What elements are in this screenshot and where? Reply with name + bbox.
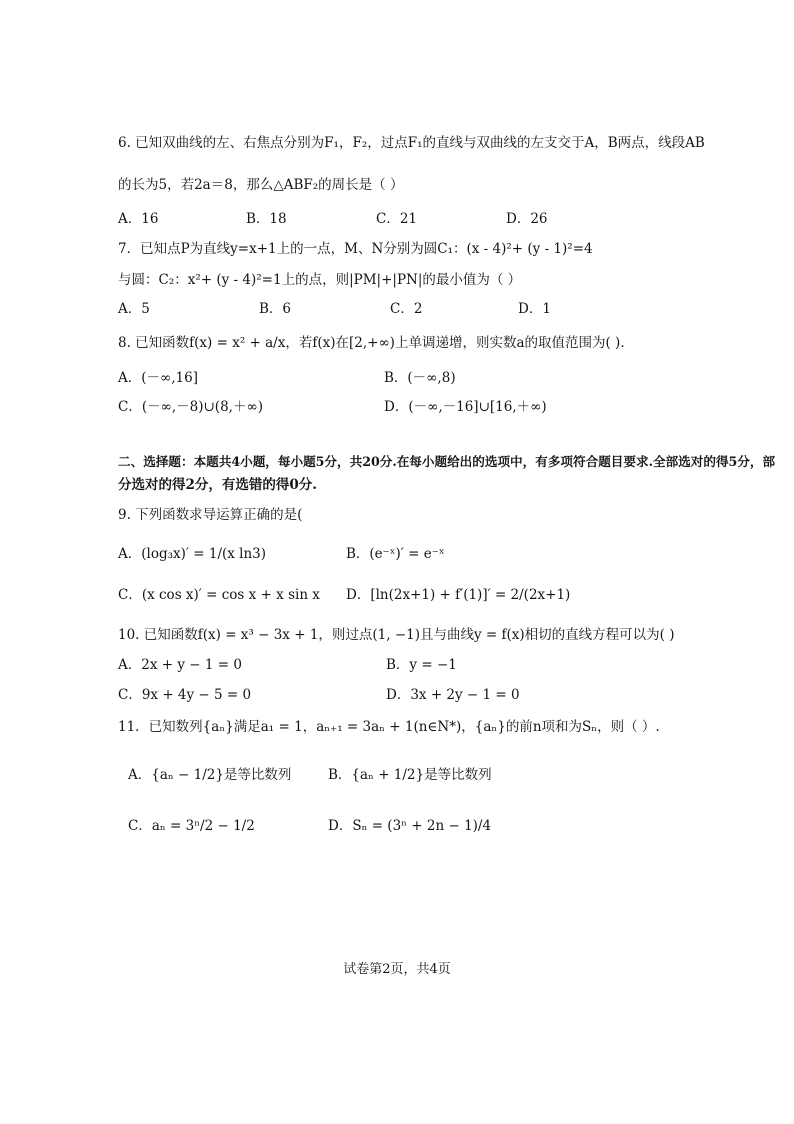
section-2-heading-line2: 分选对的得2分，有选错的得0分. (118, 477, 317, 493)
q6-option-d: D．26 (506, 211, 548, 227)
q9-option-c: C．(x cos x)′ = cos x + x sin x (118, 587, 320, 603)
q7-option-b: B．6 (259, 301, 292, 317)
q8-stem: 8. 已知函数f(x) = x² + a/x，若f(x)在[2,+∞)上单调递增，则实数a的取值范围为( ). (118, 335, 625, 351)
q10-option-c: C．9x + 4y − 5 = 0 (118, 687, 252, 703)
q10-option-b: B．y = −1 (386, 657, 457, 673)
q11-option-b: B．{aₙ + 1/2}是等比数列 (328, 767, 492, 783)
q11-stem: 11．已知数列{aₙ}满足a₁ = 1，aₙ₊₁ = 3aₙ + 1(n∈N*)，{aₙ}的前n项和为Sₙ，则（ ）. (118, 719, 660, 735)
q6-option-a: A．16 (118, 211, 159, 227)
q7-option-c: C．2 (390, 301, 423, 317)
q6-stem-line1: 6. 已知双曲线的左、右焦点分别为F₁，F₂，过点F₁的直线与双曲线的左支交于A，B两点，线段AB (118, 135, 705, 151)
q10-option-d: D．3x + 2y − 1 = 0 (386, 687, 520, 703)
q8-option-c: C．(－∞,－8)∪(8,＋∞) (118, 399, 263, 415)
section-2-heading-line1: 二、选择题：本题共4小题，每小题5分，共20分.在每小题给出的选项中，有多项符合题目要求.全部选对的得5分，部 (118, 454, 776, 469)
q10-option-a: A．2x + y − 1 = 0 (118, 657, 242, 673)
q8-option-b: B．(－∞,8) (384, 370, 456, 386)
page-footer: 试卷第2页，共4页 (343, 962, 451, 977)
q7-option-a: A．5 (118, 301, 150, 317)
q11-option-a: A．{aₙ − 1/2}是等比数列 (128, 767, 292, 783)
q8-option-a: A．(－∞,16] (118, 370, 198, 386)
q11-option-d: D．Sₙ = (3ⁿ + 2n − 1)/4 (328, 818, 492, 834)
q11-option-c: C．aₙ = 3ⁿ/2 − 1/2 (128, 818, 255, 834)
q9-option-a: A．(log₃x)′ = 1/(x ln3) (118, 546, 267, 562)
q9-stem: 9. 下列函数求导运算正确的是( (118, 507, 303, 523)
q6-stem-line2: 的长为5，若2a＝8，那么△ABF₂的周长是（ ） (118, 177, 404, 193)
q6-option-b: B．18 (246, 211, 287, 227)
q7-stem-line1: 7．已知点P为直线y=x+1上的一点，M、N分别为圆C₁：(x - 4)²+ (y - 1)²=4 (118, 241, 593, 257)
q9-option-d: D．[ln(2x+1) + f′(1)]′ = 2/(2x+1) (346, 587, 571, 603)
q7-stem-line2: 与圆：C₂：x²+ (y - 4)²=1上的点，则|PM|+|PN|的最小值为（ ） (118, 272, 522, 288)
q6-option-c: C．21 (376, 211, 418, 227)
q8-option-d: D．(－∞,－16]∪[16,＋∞) (384, 399, 547, 415)
q10-stem: 10. 已知函数f(x) = x³ − 3x + 1，则过点(1, −1)且与曲线y = f(x)相切的直线方程可以为( ) (118, 627, 675, 643)
q7-option-d: D．1 (518, 301, 551, 317)
q9-option-b: B．(e⁻ˣ)′ = e⁻ˣ (346, 546, 445, 562)
